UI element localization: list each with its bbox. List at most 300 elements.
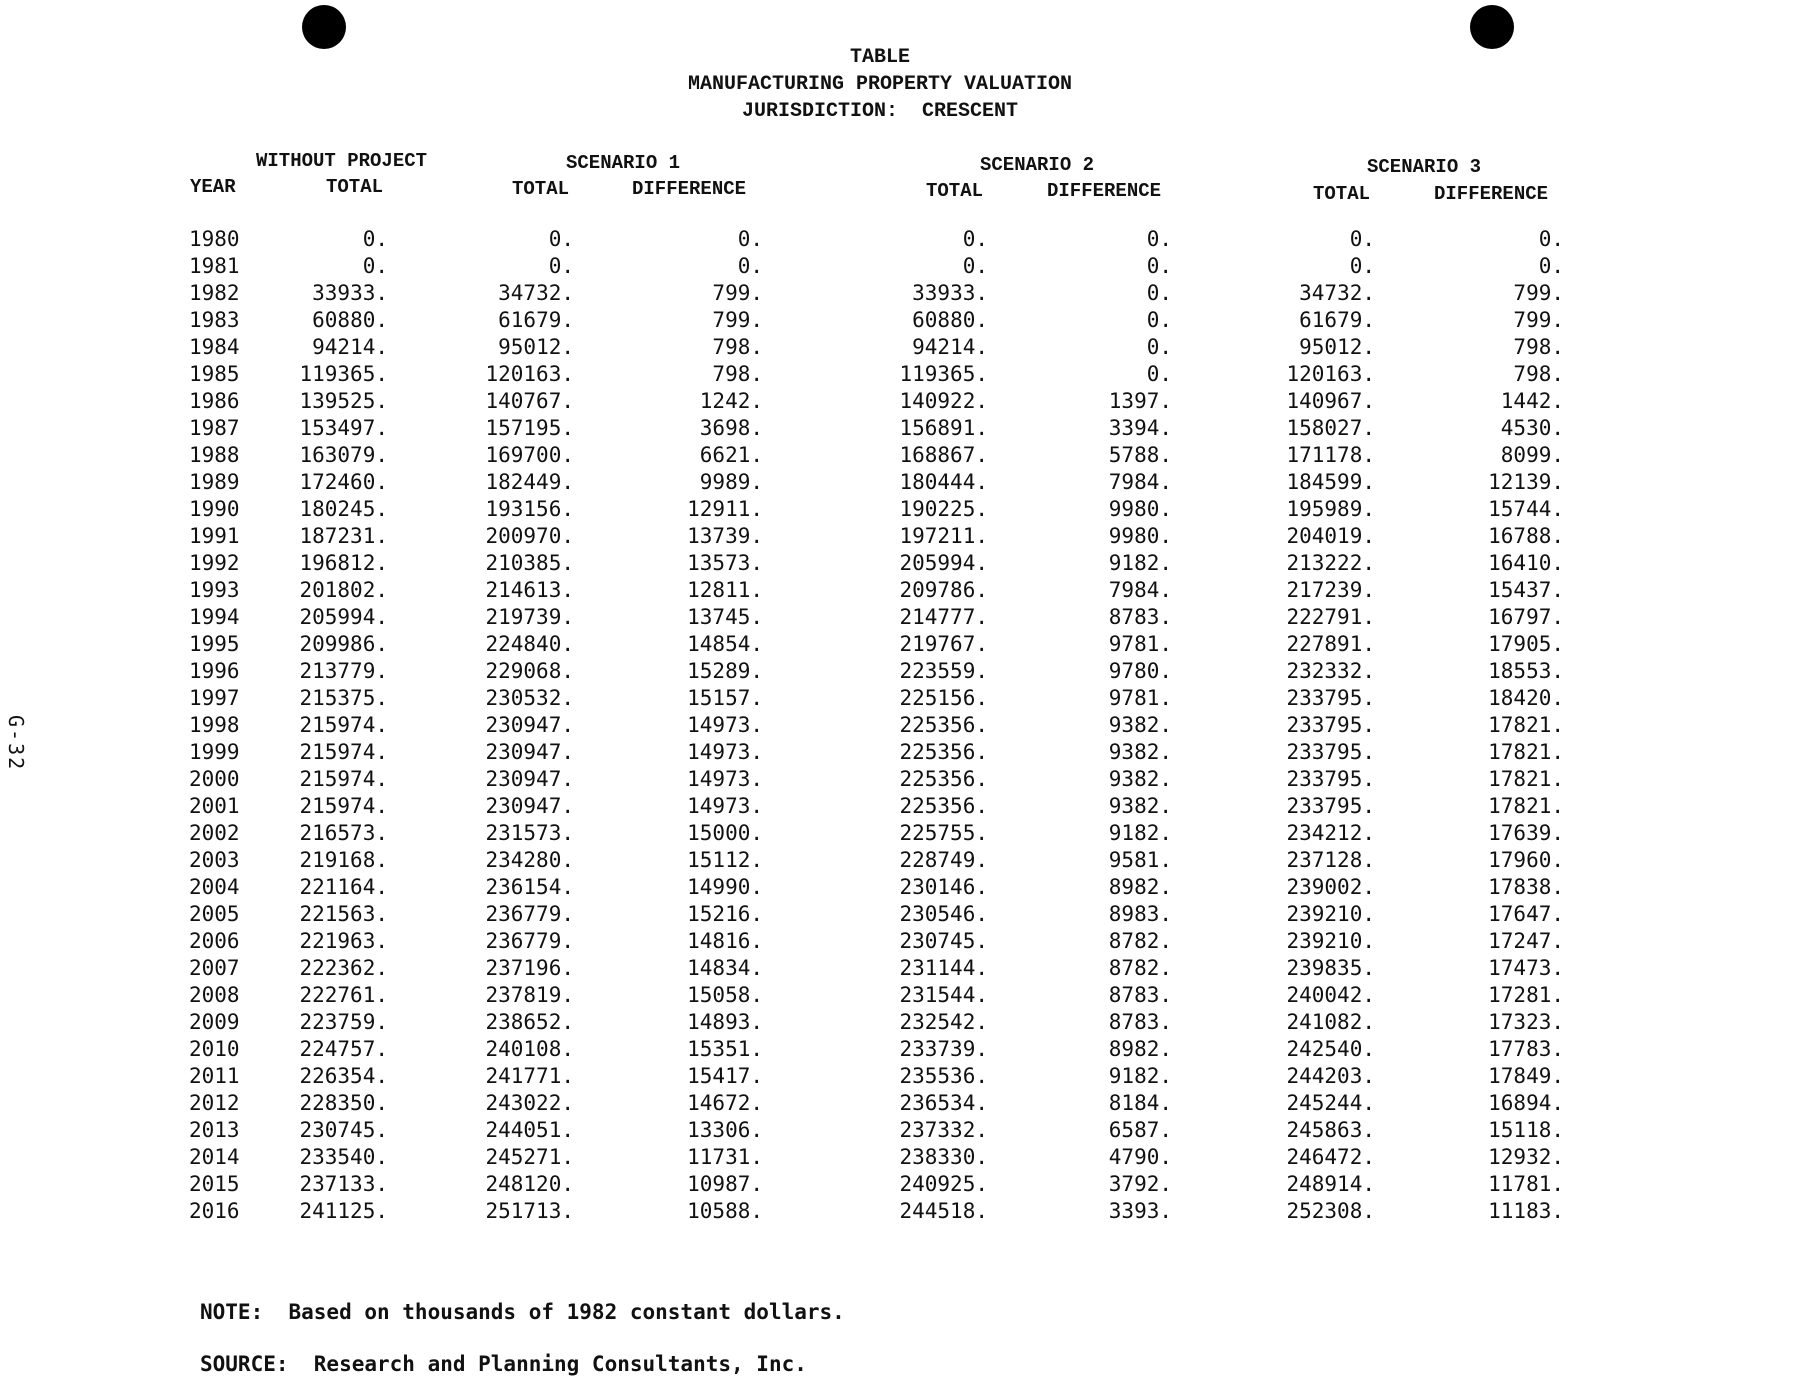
year-cell: 1992 bbox=[189, 551, 240, 575]
scenario-1-difference-cell: 3698. bbox=[699, 416, 763, 440]
header-scenario-2: SCENARIO 2 bbox=[980, 154, 1095, 176]
table-row bbox=[0, 1090, 1798, 1117]
scenario-1-total-cell: 230947. bbox=[485, 713, 574, 737]
scenario-3-difference-cell: 15118. bbox=[1488, 1118, 1564, 1142]
table-row bbox=[0, 685, 1798, 712]
scenario-1-difference-cell: 9989. bbox=[699, 470, 763, 494]
table-row bbox=[0, 1144, 1798, 1171]
without-total-cell: 223759. bbox=[299, 1010, 388, 1034]
scenario-1-total-cell: 0. bbox=[548, 227, 574, 251]
scenario-3-total-cell: 171178. bbox=[1286, 443, 1375, 467]
scenario-3-difference-cell: 17323. bbox=[1488, 1010, 1564, 1034]
scenario-2-difference-cell: 0. bbox=[1146, 335, 1172, 359]
scenario-2-difference-cell: 9382. bbox=[1108, 794, 1172, 818]
scenario-3-total-cell: 246472. bbox=[1286, 1145, 1375, 1169]
year-cell: 2010 bbox=[189, 1037, 240, 1061]
scenario-3-difference-cell: 16797. bbox=[1488, 605, 1564, 629]
scenario-3-total-cell: 204019. bbox=[1286, 524, 1375, 548]
scenario-2-difference-cell: 9382. bbox=[1108, 740, 1172, 764]
scenario-3-difference-cell: 17821. bbox=[1488, 713, 1564, 737]
year-cell: 1997 bbox=[189, 686, 240, 710]
scenario-2-difference-cell: 9382. bbox=[1108, 767, 1172, 791]
year-cell: 2012 bbox=[189, 1091, 240, 1115]
scenario-1-difference-cell: 798. bbox=[712, 362, 763, 386]
scenario-3-total-cell: 239002. bbox=[1286, 875, 1375, 899]
scenario-1-difference-cell: 6621. bbox=[699, 443, 763, 467]
scenario-2-total-cell: 233739. bbox=[899, 1037, 988, 1061]
without-total-cell: 215974. bbox=[299, 740, 388, 764]
scenario-1-difference-cell: 13739. bbox=[687, 524, 763, 548]
scenario-2-difference-cell: 0. bbox=[1146, 308, 1172, 332]
scenario-2-difference-cell: 0. bbox=[1146, 281, 1172, 305]
scenario-2-difference-cell: 9780. bbox=[1108, 659, 1172, 683]
scenario-2-difference-cell: 4790. bbox=[1108, 1145, 1172, 1169]
scenario-3-difference-cell: 11781. bbox=[1488, 1172, 1564, 1196]
without-total-cell: 215974. bbox=[299, 767, 388, 791]
table-row bbox=[0, 793, 1798, 820]
scenario-1-total-cell: 230947. bbox=[485, 794, 574, 818]
table-row bbox=[0, 523, 1798, 550]
scenario-3-difference-cell: 799. bbox=[1513, 281, 1564, 305]
scenario-3-total-cell: 245244. bbox=[1286, 1091, 1375, 1115]
table-row bbox=[0, 1063, 1798, 1090]
table-row bbox=[0, 847, 1798, 874]
scenario-3-total-cell: 158027. bbox=[1286, 416, 1375, 440]
year-cell: 2013 bbox=[189, 1118, 240, 1142]
scenario-2-difference-cell: 1397. bbox=[1108, 389, 1172, 413]
scenario-1-difference-cell: 13745. bbox=[687, 605, 763, 629]
scenario-2-difference-cell: 3792. bbox=[1108, 1172, 1172, 1196]
table-row bbox=[0, 442, 1798, 469]
header-scenario-3: SCENARIO 3 bbox=[1367, 156, 1482, 178]
scenario-3-total-cell: 252308. bbox=[1286, 1199, 1375, 1223]
scenario-1-difference-cell: 1242. bbox=[699, 389, 763, 413]
scenario-1-total-cell: 230947. bbox=[485, 767, 574, 791]
table-row bbox=[0, 1171, 1798, 1198]
table-row bbox=[0, 955, 1798, 982]
scenario-1-total-cell: 61679. bbox=[498, 308, 574, 332]
year-cell: 2001 bbox=[189, 794, 240, 818]
scenario-3-total-cell: 233795. bbox=[1286, 767, 1375, 791]
jurisdiction-label: JURISDICTION: CRESCENT bbox=[741, 100, 1019, 123]
scenario-1-difference-cell: 0. bbox=[737, 254, 763, 278]
scenario-3-difference-cell: 17247. bbox=[1488, 929, 1564, 953]
year-cell: 1989 bbox=[189, 470, 240, 494]
scenario-2-difference-cell: 8783. bbox=[1108, 983, 1172, 1007]
scenario-3-difference-cell: 798. bbox=[1513, 335, 1564, 359]
year-cell: 1999 bbox=[189, 740, 240, 764]
scenario-1-total-cell: 193156. bbox=[485, 497, 574, 521]
year-cell: 2004 bbox=[189, 875, 240, 899]
without-total-cell: 219168. bbox=[299, 848, 388, 872]
without-total-cell: 221164. bbox=[299, 875, 388, 899]
scenario-1-difference-cell: 15157. bbox=[687, 686, 763, 710]
scenario-2-difference-cell: 8983. bbox=[1108, 902, 1172, 926]
without-total-cell: 230745. bbox=[299, 1118, 388, 1142]
table-row bbox=[0, 1036, 1798, 1063]
scenario-3-difference-cell: 17838. bbox=[1488, 875, 1564, 899]
scenario-3-difference-cell: 16788. bbox=[1488, 524, 1564, 548]
scenario-2-total-cell: 231144. bbox=[899, 956, 988, 980]
table-row bbox=[0, 415, 1798, 442]
year-cell: 1982 bbox=[189, 281, 240, 305]
scenario-3-total-cell: 233795. bbox=[1286, 740, 1375, 764]
scenario-3-total-cell: 232332. bbox=[1286, 659, 1375, 683]
scenario-2-total-cell: 205994. bbox=[899, 551, 988, 575]
scenario-1-total-cell: 236779. bbox=[485, 902, 574, 926]
scenario-2-total-cell: 119365. bbox=[899, 362, 988, 386]
scenario-3-difference-cell: 17821. bbox=[1488, 794, 1564, 818]
scenario-1-difference-cell: 13573. bbox=[687, 551, 763, 575]
scenario-2-difference-cell: 9781. bbox=[1108, 686, 1172, 710]
without-total-cell: 0. bbox=[362, 227, 388, 251]
scenario-1-total-cell: 140767. bbox=[485, 389, 574, 413]
scenario-1-difference-cell: 15112. bbox=[687, 848, 763, 872]
scenario-1-total-cell: 34732. bbox=[498, 281, 574, 305]
scenario-2-total-cell: 240925. bbox=[899, 1172, 988, 1196]
scenario-3-difference-cell: 16410. bbox=[1488, 551, 1564, 575]
scenario-1-difference-cell: 15351. bbox=[687, 1037, 763, 1061]
scenario-3-difference-cell: 8099. bbox=[1500, 443, 1564, 467]
scenario-3-total-cell: 34732. bbox=[1299, 281, 1375, 305]
scenario-3-total-cell: 240042. bbox=[1286, 983, 1375, 1007]
scenario-2-total-cell: 219767. bbox=[899, 632, 988, 656]
table-row bbox=[0, 550, 1798, 577]
header-scenario-2-total: TOTAL bbox=[926, 180, 984, 202]
table-row bbox=[0, 739, 1798, 766]
scenario-1-total-cell: 238652. bbox=[485, 1010, 574, 1034]
scenario-2-total-cell: 236534. bbox=[899, 1091, 988, 1115]
table-row bbox=[0, 388, 1798, 415]
year-cell: 1996 bbox=[189, 659, 240, 683]
scenario-1-difference-cell: 12811. bbox=[687, 578, 763, 602]
year-cell: 1991 bbox=[189, 524, 240, 548]
header-scenario-2-difference: DIFFERENCE bbox=[1047, 180, 1162, 202]
scenario-1-difference-cell: 15289. bbox=[687, 659, 763, 683]
without-total-cell: 153497. bbox=[299, 416, 388, 440]
scenario-2-total-cell: 225755. bbox=[899, 821, 988, 845]
year-cell: 2003 bbox=[189, 848, 240, 872]
scenario-2-total-cell: 156891. bbox=[899, 416, 988, 440]
without-total-cell: 94214. bbox=[312, 335, 388, 359]
scenario-2-difference-cell: 8782. bbox=[1108, 956, 1172, 980]
scenario-3-total-cell: 217239. bbox=[1286, 578, 1375, 602]
scenario-3-difference-cell: 18420. bbox=[1488, 686, 1564, 710]
header-scenario-3-difference: DIFFERENCE bbox=[1434, 183, 1549, 205]
scenario-2-difference-cell: 8782. bbox=[1108, 929, 1172, 953]
scenario-3-total-cell: 241082. bbox=[1286, 1010, 1375, 1034]
without-total-cell: 228350. bbox=[299, 1091, 388, 1115]
scenario-3-total-cell: 120163. bbox=[1286, 362, 1375, 386]
scenario-1-total-cell: 214613. bbox=[485, 578, 574, 602]
without-total-cell: 60880. bbox=[312, 308, 388, 332]
without-total-cell: 180245. bbox=[299, 497, 388, 521]
scenario-1-total-cell: 229068. bbox=[485, 659, 574, 683]
scenario-1-difference-cell: 10588. bbox=[687, 1199, 763, 1223]
scenario-1-difference-cell: 15417. bbox=[687, 1064, 763, 1088]
scenario-3-difference-cell: 17821. bbox=[1488, 767, 1564, 791]
table-row bbox=[0, 820, 1798, 847]
year-cell: 1980 bbox=[189, 227, 240, 251]
without-total-cell: 221563. bbox=[299, 902, 388, 926]
scenario-3-difference-cell: 17821. bbox=[1488, 740, 1564, 764]
year-cell: 1984 bbox=[189, 335, 240, 359]
scenario-2-difference-cell: 9382. bbox=[1108, 713, 1172, 737]
scenario-1-total-cell: 231573. bbox=[485, 821, 574, 845]
scenario-1-total-cell: 251713. bbox=[485, 1199, 574, 1223]
scenario-1-difference-cell: 14893. bbox=[687, 1010, 763, 1034]
scenario-1-difference-cell: 14973. bbox=[687, 740, 763, 764]
scenario-1-difference-cell: 799. bbox=[712, 308, 763, 332]
table-subtitle: MANUFACTURING PROPERTY VALUATION bbox=[687, 73, 1073, 96]
table-row bbox=[0, 1198, 1798, 1225]
scenario-2-total-cell: 225156. bbox=[899, 686, 988, 710]
table-row bbox=[0, 496, 1798, 523]
year-cell: 1990 bbox=[189, 497, 240, 521]
scenario-1-total-cell: 169700. bbox=[485, 443, 574, 467]
year-cell: 1983 bbox=[189, 308, 240, 332]
valuation-table-body bbox=[0, 226, 1798, 1225]
without-total-cell: 222362. bbox=[299, 956, 388, 980]
scenario-2-total-cell: 33933. bbox=[912, 281, 988, 305]
scenario-2-total-cell: 60880. bbox=[912, 308, 988, 332]
year-cell: 2007 bbox=[189, 956, 240, 980]
scenario-2-difference-cell: 7984. bbox=[1108, 578, 1172, 602]
year-cell: 2014 bbox=[189, 1145, 240, 1169]
scenario-2-total-cell: 231544. bbox=[899, 983, 988, 1007]
table-row bbox=[0, 604, 1798, 631]
scenario-2-total-cell: 238330. bbox=[899, 1145, 988, 1169]
header-scenario-1-total: TOTAL bbox=[512, 178, 570, 200]
scenario-2-total-cell: 225356. bbox=[899, 767, 988, 791]
scenario-3-difference-cell: 12139. bbox=[1488, 470, 1564, 494]
scenario-2-difference-cell: 8982. bbox=[1108, 875, 1172, 899]
scenario-2-total-cell: 235536. bbox=[899, 1064, 988, 1088]
header-without-total: TOTAL bbox=[326, 176, 384, 198]
scenario-1-total-cell: 240108. bbox=[485, 1037, 574, 1061]
without-total-cell: 205994. bbox=[299, 605, 388, 629]
scenario-3-total-cell: 0. bbox=[1349, 227, 1375, 251]
scenario-3-total-cell: 213222. bbox=[1286, 551, 1375, 575]
scenario-3-total-cell: 245863. bbox=[1286, 1118, 1375, 1142]
year-cell: 1986 bbox=[189, 389, 240, 413]
scenario-2-difference-cell: 9781. bbox=[1108, 632, 1172, 656]
header-without-project: WITHOUT PROJECT bbox=[256, 150, 428, 172]
scenario-2-total-cell: 197211. bbox=[899, 524, 988, 548]
scenario-1-total-cell: 210385. bbox=[485, 551, 574, 575]
scenario-3-difference-cell: 17639. bbox=[1488, 821, 1564, 845]
scenario-3-total-cell: 248914. bbox=[1286, 1172, 1375, 1196]
without-total-cell: 201802. bbox=[299, 578, 388, 602]
year-cell: 2009 bbox=[189, 1010, 240, 1034]
scenario-2-difference-cell: 9182. bbox=[1108, 821, 1172, 845]
table-row bbox=[0, 307, 1798, 334]
table-row bbox=[0, 280, 1798, 307]
table-source: SOURCE: Research and Planning Consultants, Inc. bbox=[200, 1352, 807, 1376]
scenario-1-total-cell: 244051. bbox=[485, 1118, 574, 1142]
scenario-3-difference-cell: 17849. bbox=[1488, 1064, 1564, 1088]
table-row bbox=[0, 901, 1798, 928]
scenario-1-total-cell: 0. bbox=[548, 254, 574, 278]
without-total-cell: 216573. bbox=[299, 821, 388, 845]
scenario-1-total-cell: 200970. bbox=[485, 524, 574, 548]
without-total-cell: 215974. bbox=[299, 713, 388, 737]
year-cell: 2015 bbox=[189, 1172, 240, 1196]
scenario-3-total-cell: 95012. bbox=[1299, 335, 1375, 359]
without-total-cell: 241125. bbox=[299, 1199, 388, 1223]
header-scenario-3-total: TOTAL bbox=[1313, 183, 1371, 205]
without-total-cell: 163079. bbox=[299, 443, 388, 467]
table-title: TABLE bbox=[849, 46, 910, 69]
table-title-block bbox=[0, 44, 1760, 125]
scenario-2-total-cell: 168867. bbox=[899, 443, 988, 467]
year-cell: 2005 bbox=[189, 902, 240, 926]
scenario-2-difference-cell: 6587. bbox=[1108, 1118, 1172, 1142]
scenario-2-total-cell: 225356. bbox=[899, 740, 988, 764]
scenario-2-total-cell: 214777. bbox=[899, 605, 988, 629]
scenario-2-total-cell: 228749. bbox=[899, 848, 988, 872]
without-total-cell: 119365. bbox=[299, 362, 388, 386]
without-total-cell: 237133. bbox=[299, 1172, 388, 1196]
table-note: NOTE: Based on thousands of 1982 constant dollars. bbox=[200, 1300, 845, 1324]
scenario-1-total-cell: 241771. bbox=[485, 1064, 574, 1088]
scenario-1-total-cell: 234280. bbox=[485, 848, 574, 872]
without-total-cell: 139525. bbox=[299, 389, 388, 413]
scenario-2-difference-cell: 5788. bbox=[1108, 443, 1172, 467]
scenario-1-total-cell: 243022. bbox=[485, 1091, 574, 1115]
table-row bbox=[0, 226, 1798, 253]
scenario-1-total-cell: 219739. bbox=[485, 605, 574, 629]
without-total-cell: 172460. bbox=[299, 470, 388, 494]
scenario-3-total-cell: 239210. bbox=[1286, 929, 1375, 953]
scenario-2-total-cell: 230745. bbox=[899, 929, 988, 953]
scenario-1-total-cell: 157195. bbox=[485, 416, 574, 440]
scenario-3-difference-cell: 11183. bbox=[1488, 1199, 1564, 1223]
scenario-3-difference-cell: 17473. bbox=[1488, 956, 1564, 980]
scenario-3-total-cell: 227891. bbox=[1286, 632, 1375, 656]
scenario-1-total-cell: 237819. bbox=[485, 983, 574, 1007]
scenario-1-total-cell: 224840. bbox=[485, 632, 574, 656]
scenario-2-difference-cell: 8783. bbox=[1108, 1010, 1172, 1034]
header-scenario-1: SCENARIO 1 bbox=[566, 152, 681, 174]
scenario-2-total-cell: 223559. bbox=[899, 659, 988, 683]
scenario-1-difference-cell: 14973. bbox=[687, 767, 763, 791]
table-row bbox=[0, 766, 1798, 793]
table-row bbox=[0, 658, 1798, 685]
scenario-2-total-cell: 140922. bbox=[899, 389, 988, 413]
scenario-1-total-cell: 120163. bbox=[485, 362, 574, 386]
header-scenario-1-difference: DIFFERENCE bbox=[632, 178, 747, 200]
scenario-3-difference-cell: 16894. bbox=[1488, 1091, 1564, 1115]
scenario-3-total-cell: 239210. bbox=[1286, 902, 1375, 926]
scenario-2-total-cell: 180444. bbox=[899, 470, 988, 494]
scenario-1-difference-cell: 13306. bbox=[687, 1118, 763, 1142]
without-total-cell: 0. bbox=[362, 254, 388, 278]
without-total-cell: 33933. bbox=[312, 281, 388, 305]
year-cell: 1985 bbox=[189, 362, 240, 386]
scenario-1-total-cell: 236779. bbox=[485, 929, 574, 953]
year-cell: 2000 bbox=[189, 767, 240, 791]
year-cell: 1998 bbox=[189, 713, 240, 737]
scenario-1-difference-cell: 14990. bbox=[687, 875, 763, 899]
scenario-3-difference-cell: 15744. bbox=[1488, 497, 1564, 521]
scenario-3-total-cell: 244203. bbox=[1286, 1064, 1375, 1088]
scenario-3-total-cell: 233795. bbox=[1286, 713, 1375, 737]
scenario-3-total-cell: 233795. bbox=[1286, 686, 1375, 710]
scenario-1-difference-cell: 15216. bbox=[687, 902, 763, 926]
scenario-2-difference-cell: 9182. bbox=[1108, 551, 1172, 575]
scenario-2-total-cell: 94214. bbox=[912, 335, 988, 359]
scenario-3-total-cell: 140967. bbox=[1286, 389, 1375, 413]
page-number: G-32 bbox=[4, 715, 28, 772]
scenario-3-difference-cell: 0. bbox=[1538, 254, 1564, 278]
scenario-3-total-cell: 234212. bbox=[1286, 821, 1375, 845]
scenario-1-difference-cell: 14854. bbox=[687, 632, 763, 656]
scenario-3-difference-cell: 18553. bbox=[1488, 659, 1564, 683]
scenario-3-difference-cell: 799. bbox=[1513, 308, 1564, 332]
punch-hole-right bbox=[1470, 5, 1514, 49]
scenario-1-difference-cell: 12911. bbox=[687, 497, 763, 521]
table-row bbox=[0, 577, 1798, 604]
scenario-3-difference-cell: 17281. bbox=[1488, 983, 1564, 1007]
scenario-3-total-cell: 222791. bbox=[1286, 605, 1375, 629]
scenario-1-total-cell: 230947. bbox=[485, 740, 574, 764]
scenario-2-total-cell: 230546. bbox=[899, 902, 988, 926]
scenario-2-total-cell: 244518. bbox=[899, 1199, 988, 1223]
scenario-3-difference-cell: 17960. bbox=[1488, 848, 1564, 872]
table-row bbox=[0, 469, 1798, 496]
scenario-2-total-cell: 190225. bbox=[899, 497, 988, 521]
scenario-2-total-cell: 230146. bbox=[899, 875, 988, 899]
scenario-1-total-cell: 230532. bbox=[485, 686, 574, 710]
scenario-1-difference-cell: 15058. bbox=[687, 983, 763, 1007]
table-row bbox=[0, 928, 1798, 955]
scenario-2-difference-cell: 0. bbox=[1146, 362, 1172, 386]
scenario-1-difference-cell: 14672. bbox=[687, 1091, 763, 1115]
scenario-3-total-cell: 0. bbox=[1349, 254, 1375, 278]
scenario-3-difference-cell: 1442. bbox=[1500, 389, 1564, 413]
scenario-3-total-cell: 239835. bbox=[1286, 956, 1375, 980]
without-total-cell: 187231. bbox=[299, 524, 388, 548]
table-row bbox=[0, 1117, 1798, 1144]
scenario-1-difference-cell: 14973. bbox=[687, 713, 763, 737]
scenario-1-difference-cell: 10987. bbox=[687, 1172, 763, 1196]
scenario-2-difference-cell: 7984. bbox=[1108, 470, 1172, 494]
table-row bbox=[0, 361, 1798, 388]
without-total-cell: 215375. bbox=[299, 686, 388, 710]
scenario-2-difference-cell: 9182. bbox=[1108, 1064, 1172, 1088]
scenario-2-total-cell: 225356. bbox=[899, 794, 988, 818]
without-total-cell: 222761. bbox=[299, 983, 388, 1007]
scenario-3-difference-cell: 12932. bbox=[1488, 1145, 1564, 1169]
year-cell: 1994 bbox=[189, 605, 240, 629]
table-row bbox=[0, 982, 1798, 1009]
scenario-3-difference-cell: 17905. bbox=[1488, 632, 1564, 656]
scenario-2-total-cell: 209786. bbox=[899, 578, 988, 602]
scenario-3-difference-cell: 798. bbox=[1513, 362, 1564, 386]
scenario-3-total-cell: 61679. bbox=[1299, 308, 1375, 332]
without-total-cell: 196812. bbox=[299, 551, 388, 575]
year-cell: 1981 bbox=[189, 254, 240, 278]
scenario-2-difference-cell: 3393. bbox=[1108, 1199, 1172, 1223]
scenario-3-difference-cell: 17783. bbox=[1488, 1037, 1564, 1061]
scenario-3-total-cell: 237128. bbox=[1286, 848, 1375, 872]
without-total-cell: 215974. bbox=[299, 794, 388, 818]
scenario-2-difference-cell: 8783. bbox=[1108, 605, 1172, 629]
scenario-2-difference-cell: 9581. bbox=[1108, 848, 1172, 872]
scenario-2-difference-cell: 0. bbox=[1146, 254, 1172, 278]
scenario-1-total-cell: 245271. bbox=[485, 1145, 574, 1169]
